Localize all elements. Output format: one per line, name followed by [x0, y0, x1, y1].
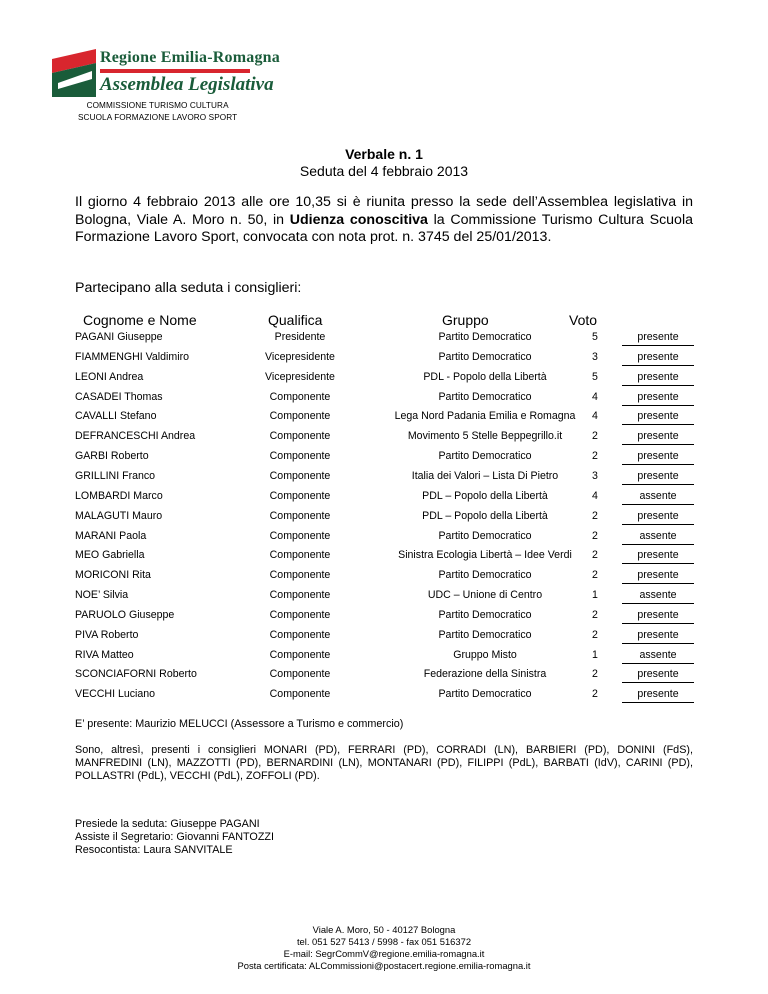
- member-presenza: presente: [637, 370, 679, 383]
- member-presenza: presente: [637, 668, 679, 681]
- table-row: [0, 683, 768, 703]
- table-row: [0, 564, 768, 584]
- presiede-line: Presiede la seduta: Giuseppe PAGANI: [75, 818, 260, 830]
- member-gruppo: Partito Democratico: [438, 450, 532, 463]
- header-gruppo: Gruppo: [442, 312, 489, 328]
- member-qualifica: Componente: [269, 569, 331, 582]
- member-gruppo: Movimento 5 Stelle Beppegrillo.it: [407, 430, 563, 443]
- footer-email: E-mail: SegrCommV@regione.emilia-romagna.it: [283, 948, 485, 959]
- other-councillors: Sono, altresì, presenti i consiglieri MONARI (PD), FERRARI (PD), CORRADI (LN), BARBIERI (PD), DONINI (FdS), MANFREDINI (LN), MAZZOTTI (PD), BERNARDINI (LN), MONTANARI (PD), FILIPPI (PdL), BARBATI (IdV), CARINI (PD), POLLASTRI (PdL), VECCHI (PdL), ZOFFOLI (PD).: [75, 744, 693, 782]
- member-name: MARANI Paola: [75, 529, 147, 542]
- table-row: [0, 624, 768, 644]
- member-name: MALAGUTI Mauro: [75, 509, 163, 522]
- intro-text-1: Il giorno 4 febbraio 2013 alle ore 10,35 si è riunita presso la sede dell’Assemblea legislativa in Bologna, Viale A. Moro n. 50, in: [75, 194, 693, 228]
- document-title: Verbale n. 1: [345, 146, 423, 162]
- member-presenza: presente: [637, 509, 679, 522]
- member-gruppo: PDL - Popolo della Libertà: [423, 370, 547, 383]
- table-row: [0, 465, 768, 485]
- member-name: GRILLINI Franco: [75, 469, 156, 482]
- table-row: [0, 425, 768, 445]
- member-qualifica: Componente: [269, 430, 331, 443]
- table-row: [0, 644, 768, 664]
- present-assessor: E’ presente: Maurizio MELUCCI (Assessore a Turismo e commercio): [75, 718, 404, 730]
- member-name: LOMBARDI Marco: [75, 489, 163, 502]
- member-gruppo: Partito Democratico: [438, 628, 532, 641]
- member-presenza: presente: [637, 410, 679, 423]
- table-row: [0, 663, 768, 683]
- member-name: GARBI Roberto: [75, 450, 149, 463]
- member-name: SCONCIAFORNI Roberto: [75, 668, 197, 681]
- member-voto: 1: [592, 589, 598, 602]
- document-subtitle: Seduta del 4 febbraio 2013: [299, 163, 469, 179]
- member-gruppo: Partito Democratico: [438, 569, 532, 582]
- table-row: [0, 525, 768, 545]
- footer-pec: Posta certificata: ALCommissioni@postacert.regione.emilia-romagna.it: [237, 960, 531, 971]
- resocontista-line: Resocontista: Laura SANVITALE: [75, 844, 233, 856]
- member-qualifica: Componente: [269, 628, 331, 641]
- member-presenza: presente: [637, 331, 679, 343]
- member-voto: 2: [592, 569, 598, 582]
- member-qualifica: Componente: [269, 410, 331, 423]
- logo-region-name: Regione Emilia-Romagna: [100, 49, 280, 66]
- member-presenza: presente: [637, 430, 679, 443]
- member-gruppo: PDL – Popolo della Libertà: [422, 489, 548, 502]
- assembly-logo: [52, 45, 280, 105]
- member-gruppo: Partito Democratico: [438, 688, 532, 701]
- member-qualifica: Componente: [269, 450, 331, 463]
- intro-paragraph: [75, 194, 693, 247]
- member-presenza: assente: [639, 648, 677, 661]
- member-gruppo: Italia dei Valori – Lista Di Pietro: [411, 469, 559, 482]
- member-presenza: assente: [639, 589, 677, 602]
- member-presenza: assente: [639, 529, 677, 542]
- footer-phone: tel. 051 527 5413 / 5998 - fax 051 516372: [296, 936, 472, 947]
- member-gruppo: Sinistra Ecologia Libertà – Idee Verdi: [398, 549, 572, 562]
- member-presenza: presente: [637, 688, 679, 701]
- logo-assembly-name: Assemblea Legislativa: [100, 74, 274, 95]
- table-row: [0, 544, 768, 564]
- member-voto: 3: [592, 350, 598, 363]
- member-voto: 2: [592, 549, 598, 562]
- region-flag-icon: [52, 49, 96, 97]
- segretario-line: Assiste il Segretario: Giovanni FANTOZZI: [75, 831, 275, 843]
- footer: [0, 924, 768, 972]
- member-qualifica: Presidente: [274, 331, 326, 343]
- member-voto: 2: [592, 668, 598, 681]
- member-name: MEO Gabriella: [75, 549, 145, 562]
- member-voto: 4: [592, 489, 598, 502]
- commission-name: [78, 100, 237, 124]
- member-name: RIVA Matteo: [75, 648, 134, 661]
- table-row: [0, 505, 768, 525]
- footer-address: Viale A. Moro, 50 - 40127 Bologna: [312, 924, 456, 935]
- member-gruppo: UDC – Unione di Centro: [427, 589, 543, 602]
- member-voto: 2: [592, 430, 598, 443]
- member-qualifica: Componente: [269, 469, 331, 482]
- member-qualifica: Componente: [269, 509, 331, 522]
- commission-line-1: COMMISSIONE TURISMO CULTURA: [86, 101, 229, 110]
- member-voto: 2: [592, 529, 598, 542]
- member-voto: 2: [592, 628, 598, 641]
- member-presenza: presente: [637, 350, 679, 363]
- member-qualifica: Componente: [269, 648, 331, 661]
- member-qualifica: Componente: [269, 390, 331, 403]
- intro-bold-text: Udienza conoscitiva: [289, 211, 428, 228]
- member-qualifica: Componente: [269, 668, 331, 681]
- member-name: FIAMMENGHI Valdimiro: [75, 350, 189, 363]
- member-voto: 2: [592, 509, 598, 522]
- member-voto: 2: [592, 688, 598, 701]
- header-qualifica: Qualifica: [268, 312, 323, 328]
- table-row: [0, 386, 768, 406]
- member-qualifica: Componente: [269, 688, 331, 701]
- member-voto: 1: [592, 648, 598, 661]
- document-heading: [0, 146, 768, 180]
- member-gruppo: Gruppo Misto: [453, 648, 517, 661]
- member-name: DEFRANCESCHI Andrea: [75, 430, 196, 443]
- member-voto: 5: [592, 370, 598, 383]
- commission-line-2: SCUOLA FORMAZIONE LAVORO SPORT: [78, 113, 238, 122]
- member-presenza: presente: [637, 549, 679, 562]
- member-gruppo: Federazione della Sinistra: [423, 668, 547, 681]
- member-gruppo: Partito Democratico: [438, 390, 532, 403]
- member-qualifica: Componente: [269, 549, 331, 562]
- member-name: CASADEI Thomas: [75, 390, 163, 403]
- table-row: [0, 405, 768, 425]
- session-officers: [75, 818, 274, 857]
- member-gruppo: Partito Democratico: [438, 608, 532, 621]
- member-presenza: presente: [637, 390, 679, 403]
- member-qualifica: Vicepresidente: [265, 370, 335, 383]
- member-presenza: presente: [637, 628, 679, 641]
- member-gruppo: PDL – Popolo della Libertà: [422, 509, 548, 522]
- member-qualifica: Componente: [269, 589, 331, 602]
- table-row: [0, 604, 768, 624]
- member-presenza: presente: [637, 450, 679, 463]
- header-name: Cognome e Nome: [83, 312, 197, 328]
- table-row: [0, 584, 768, 604]
- member-voto: 2: [592, 608, 598, 621]
- member-name: PAGANI Giuseppe: [75, 331, 163, 343]
- member-name: VECCHI Luciano: [75, 688, 156, 701]
- table-row: [0, 346, 768, 366]
- member-voto: 3: [592, 469, 598, 482]
- table-row: [0, 326, 768, 346]
- member-name: NOE’ Silvia: [75, 589, 129, 602]
- member-presenza: presente: [637, 569, 679, 582]
- member-qualifica: Componente: [269, 489, 331, 502]
- member-presenza: assente: [639, 489, 677, 502]
- member-name: CAVALLI Stefano: [75, 410, 157, 423]
- table-row: [0, 366, 768, 386]
- member-gruppo: Partito Democratico: [438, 331, 532, 343]
- member-name: LEONI Andrea: [75, 370, 144, 383]
- member-voto: 4: [592, 390, 598, 403]
- member-name: PARUOLO Giuseppe: [75, 608, 175, 621]
- member-voto: 2: [592, 450, 598, 463]
- member-presenza: presente: [637, 469, 679, 482]
- logo-red-bar: [100, 69, 250, 73]
- intro-text-2: la Commissione Turismo Cultura Scuola Formazione Lavoro Sport, convocata con nota prot. n. 3745 del 25/01/2013.: [75, 211, 693, 245]
- member-presenza: presente: [637, 608, 679, 621]
- member-name: PIVA Roberto: [75, 628, 139, 641]
- member-qualifica: Componente: [269, 529, 331, 542]
- table-row: [0, 445, 768, 465]
- member-name: MORICONI Rita: [75, 569, 151, 582]
- member-qualifica: Vicepresidente: [265, 350, 335, 363]
- header-voto: Voto: [569, 312, 598, 328]
- member-voto: 4: [592, 410, 598, 423]
- member-gruppo: Lega Nord Padania Emilia e Romagna: [394, 410, 576, 423]
- participants-label: Partecipano alla seduta i consiglieri:: [75, 280, 302, 296]
- member-gruppo: Partito Democratico: [438, 529, 532, 542]
- member-voto: 5: [592, 331, 598, 343]
- member-qualifica: Componente: [269, 608, 331, 621]
- table-row: [0, 485, 768, 505]
- presence-underline: [622, 702, 694, 703]
- member-gruppo: Partito Democratico: [438, 350, 532, 363]
